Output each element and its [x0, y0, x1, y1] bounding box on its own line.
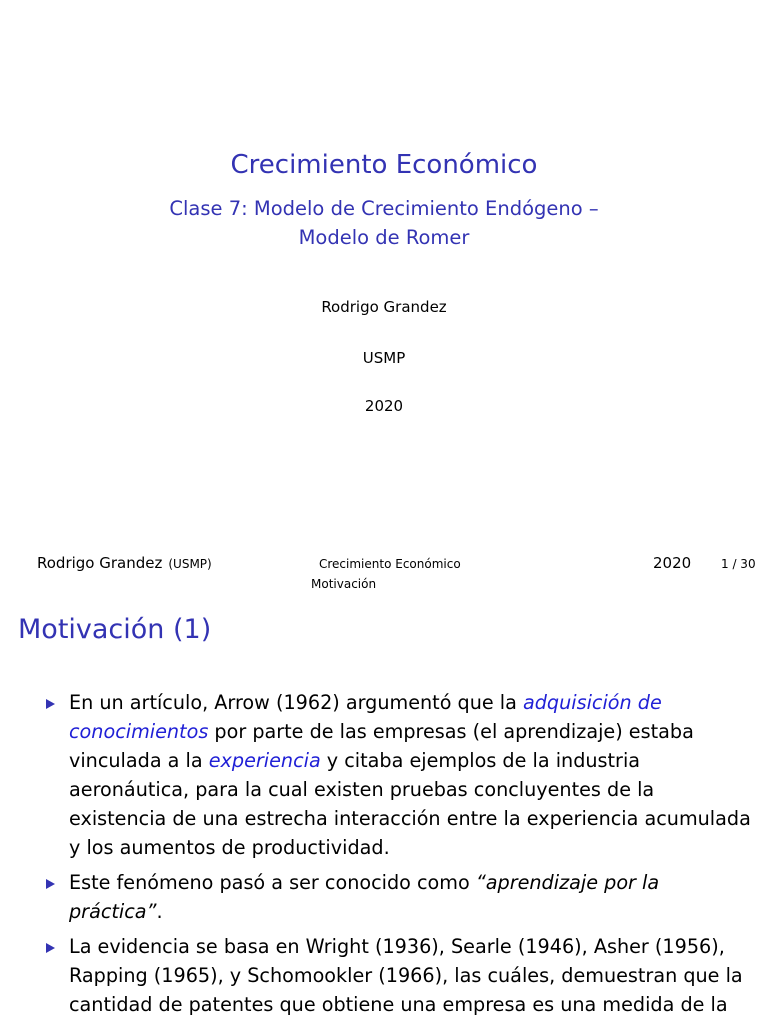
triangle-bullet-icon — [46, 879, 55, 889]
section-navigation[interactable]: Motivación — [311, 577, 377, 591]
bullet-item: La evidencia se basa en Wright (1936), Searle (1946), Asher (1956), Rapping (1965), y Schomookler (1966), las cuáles, demuestran que la cantidad de patentes que obtiene una empresa es una medida de la — [46, 932, 756, 1019]
footer-page-number: 1 / 30 — [721, 557, 756, 571]
subtitle-line-1: Clase 7: Modelo de Crecimiento Endógeno – — [169, 197, 599, 220]
footer-course: Crecimiento Económico — [319, 557, 461, 571]
presentation-title: Crecimiento Económico — [230, 150, 538, 180]
emphasis-text: experiencia — [208, 749, 321, 772]
subtitle-line-2: Modelo de Romer — [298, 226, 470, 249]
bullet-item: Este fenómeno pasó a ser conocido como “aprendizaje por la práctica”. — [46, 868, 756, 926]
frame-title: Motivación (1) — [18, 614, 212, 645]
bullet-list — [46, 688, 756, 1025]
footer-year: 2020 — [653, 554, 692, 572]
footer-author-block — [37, 554, 212, 572]
italic-text: “aprendizaje por la práctica” — [69, 871, 660, 923]
author-name: Rodrigo Grandez — [321, 298, 447, 316]
footer-author: Rodrigo Grandez — [37, 554, 163, 572]
bullet-item: En un artículo, Arrow (1962) argumentó que la adquisición de conocimientos por parte de las empresas (el aprendizaje) estaba vinculada a la experiencia y citaba ejemplos de la industria aeronáutica, para la cual existen pruebas concluyentes de la existencia de una estrecha interacción entre la experiencia acumulada y los aumentos de productividad. — [46, 688, 756, 862]
presentation-subtitle — [0, 194, 768, 252]
footer-institution: (USMP) — [168, 557, 212, 571]
institution-name: USMP — [362, 349, 406, 367]
triangle-bullet-icon — [46, 699, 55, 709]
triangle-bullet-icon — [46, 943, 55, 953]
emphasis-text: adquisición de conocimientos — [69, 691, 662, 743]
presentation-year: 2020 — [364, 397, 404, 415]
